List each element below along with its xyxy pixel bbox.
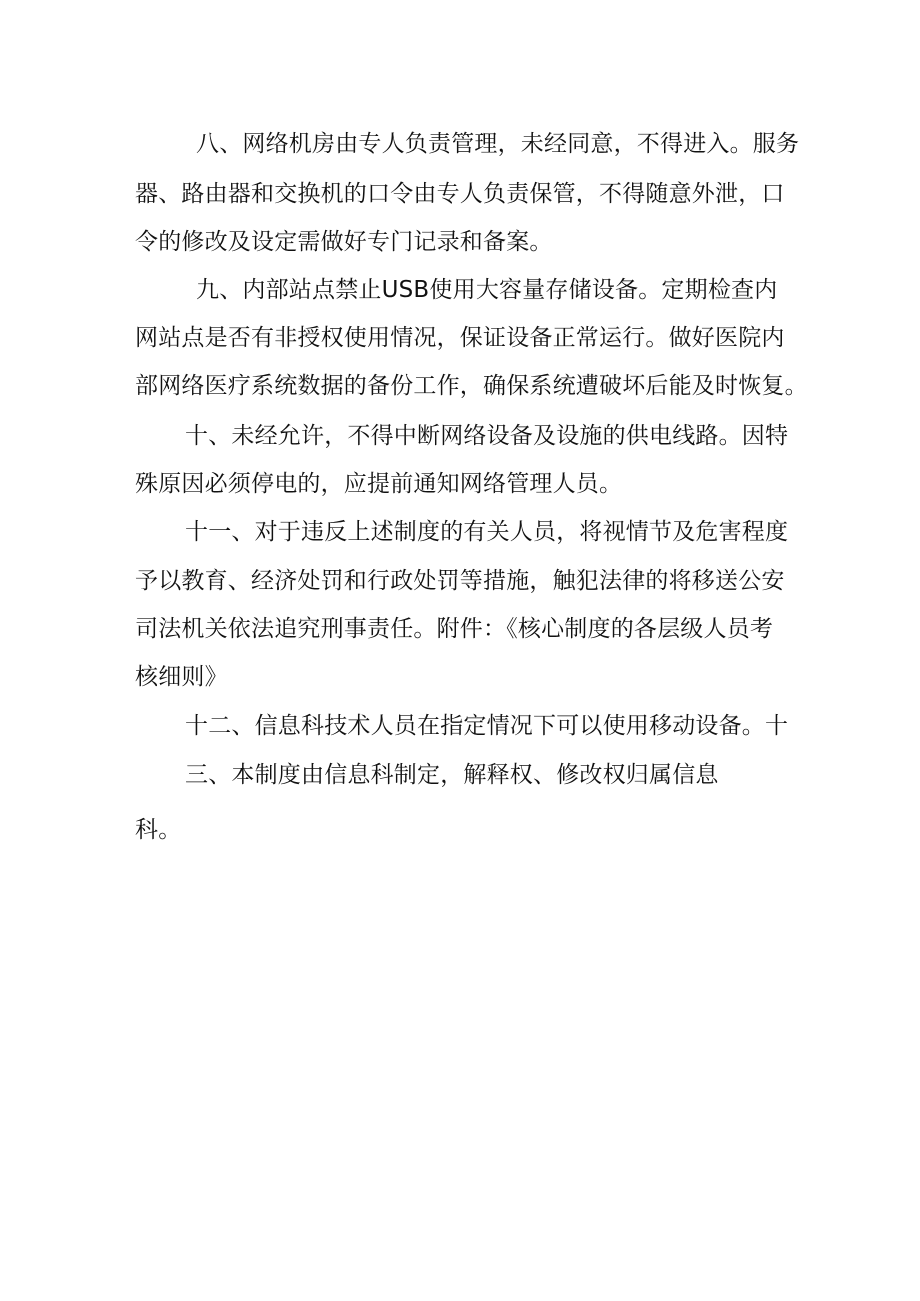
paragraph-9-line-1: 九、内部站点禁止USB使用大容量存储设备。定期检查内 [196, 277, 778, 303]
paragraph-11-line-1: 十一、对于违反上述制度的有关人员，将视情节及危害程度 [185, 519, 789, 545]
paragraph-8-line-3: 令的修改及设定需做好专门记录和备案。 [135, 229, 553, 255]
paragraph-11-line-4: 核细则》 [135, 664, 228, 690]
paragraph-8-line-1: 八、网络机房由专人负责管理，未经同意，不得进入。服务 [196, 131, 800, 157]
paragraph-10-line-1: 十、未经允许，不得中断网络设备及设施的供电线路。因特 [185, 423, 789, 449]
paragraph-9-line-3: 部网络医疗系统数据的备份工作，确保系统遭破坏后能及时恢复。 [135, 373, 808, 399]
paragraph-12-line-1: 十二、信息科技术人员在指定情况下可以使用移动设备。十 [185, 713, 789, 739]
paragraph-11-line-3: 司法机关依法追究刑事责任。附件：《核心制度的各层级人员考 [135, 616, 774, 642]
paragraph-13-line-1: 三、本制度由信息科制定，解释权、修改权归属信息 [185, 762, 719, 788]
paragraph-8-line-2: 器、路由器和交换机的口令由专人负责保管，不得随意外泄，口 [135, 181, 785, 207]
paragraph-10-line-2: 殊原因必须停电的，应提前通知网络管理人员。 [135, 471, 623, 497]
paragraph-9-line-2: 网站点是否有非授权使用情况，保证设备正常运行。做好医院内 [135, 325, 785, 351]
paragraph-13-line-2: 科。 [135, 817, 182, 843]
paragraph-11-line-2: 予以教育、经济处罚和行政处罚等措施，触犯法律的将移送公安 [135, 568, 785, 594]
